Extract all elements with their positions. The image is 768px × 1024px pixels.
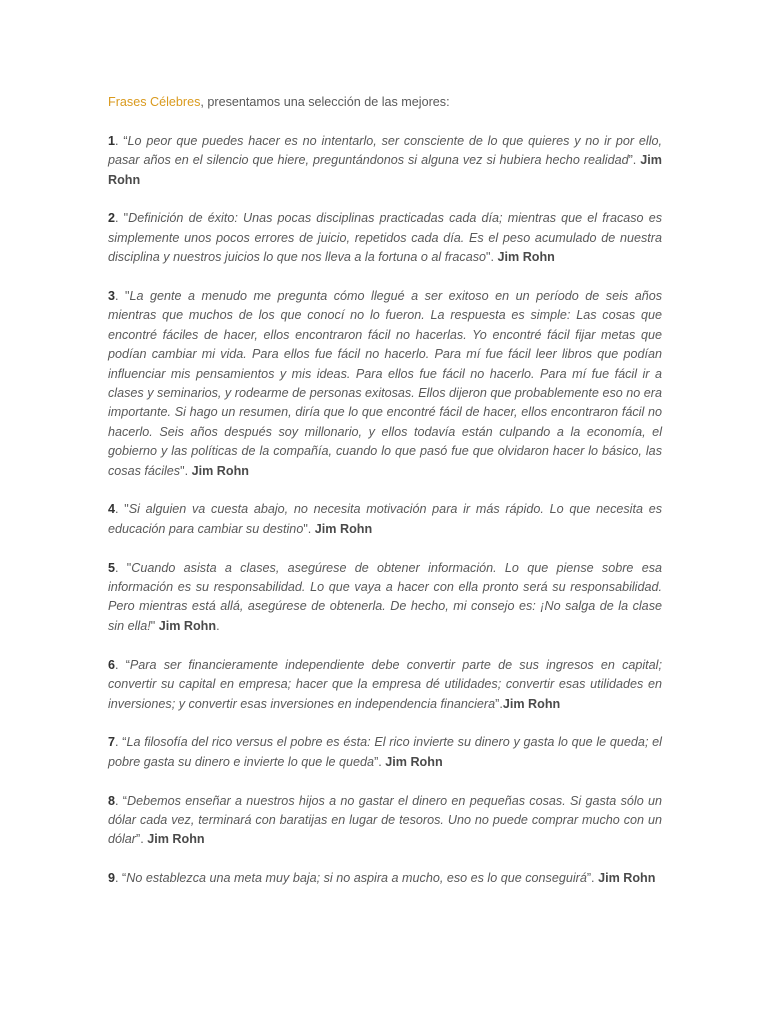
quote-author: Jim Rohn (598, 871, 656, 886)
quote-8 (108, 792, 662, 850)
quote-number: 5 (108, 560, 116, 575)
quote-author: Jim Rohn (191, 463, 249, 478)
quote-close: ”. (374, 754, 386, 769)
quote-number: 4 (108, 502, 116, 517)
quote-text: Lo peor que puedes hacer es no intentarlo, ser consciente de lo que quieres y no ir por ello, pasar años en el silencio que hiere, preguntándonos si alguna vez si hubiera hecho realidad (108, 133, 662, 168)
quote-number: 2 (108, 211, 116, 226)
quote-1 (108, 132, 662, 190)
quote-close: ”. (136, 832, 148, 847)
quote-3 (108, 287, 662, 481)
frases-celebres-link[interactable]: Frases Célebres (108, 95, 201, 109)
quote-text: La filosofía del rico versus el pobre es ésta: El rico invierte su dinero y gasta lo que le queda; el pobre gasta su dinero e invierte lo que le queda (108, 735, 662, 769)
quote-5 (108, 559, 662, 637)
quote-author: Jim Rohn (497, 250, 555, 265)
quote-text: Si alguien va cuesta abajo, no necesita motivación para ir más rápido. Lo que necesita es educación para cambiar su destino (108, 502, 662, 536)
quote-author: Jim Rohn (147, 832, 205, 847)
quote-close: ”. (628, 153, 641, 168)
quote-open: . " (115, 211, 129, 226)
quote-close: ”. (495, 696, 503, 711)
quote-close: ". (180, 463, 192, 478)
quote-open: . " (115, 560, 132, 575)
quote-open: . “ (115, 133, 128, 148)
quote-4 (108, 500, 662, 539)
quote-open: . “ (115, 735, 127, 750)
quote-close: ". (486, 250, 498, 265)
quote-close: ”. (586, 871, 599, 886)
quote-open: . " (115, 289, 130, 304)
quote-text: La gente a menudo me pregunta cómo llegué a ser exitoso en un período de seis años mientras que muchos de los que conocí no lo fueron. La respuesta es simple: Las cosas que encontré fáciles de hacer, ellos encontraron fácil no hacerlas. Yo encontré fácil fijar metas que podían cambiar mi vida. Para ellos fue fácil no hacerlo. Para mí fue fácil leer libros que podían influenciar mis pensamientos y mis ideas. Para ellos fue fácil no hacerlo. Para mí fue fácil ir a clases y seminarios, y rodearme de personas exitosas. Ellos dijeron que probablemente eso no era importante. Si hago un resumen, diría que lo que encontré fácil de hacer, ellos encontraron fácil no hacerlo. Seis años después soy millonario, y ellos todavía están culpando a la economía, el gobierno y las políticas de la compañía, cuando lo que pasó fue que olvidaron hacer lo básico, las cosas fáciles (108, 289, 663, 478)
quote-tail: . (216, 618, 220, 633)
intro-paragraph (108, 93, 662, 112)
quote-number: 8 (108, 793, 116, 808)
quote-author: Jim Rohn (385, 754, 443, 769)
quote-2 (108, 209, 662, 267)
quote-number: 6 (108, 657, 116, 672)
quote-number: 7 (108, 735, 116, 750)
document-page (108, 93, 662, 908)
quote-author: Jim Rohn (502, 696, 561, 711)
quote-open: . " (115, 502, 129, 517)
quote-6 (108, 656, 662, 714)
quote-open: . “ (115, 793, 128, 808)
quote-text: No establezca una meta muy baja; si no aspira a mucho, eso es lo que conseguirá (126, 871, 587, 886)
quote-text: Para ser financieramente independiente debe convertir parte de sus ingresos en capital; convertir su capital en empresa; hacer que la empresa dé utilidades; convertir esas utilidades en inversiones; y convertir esas inversiones en independencia financiera (108, 657, 662, 711)
quote-text: Definición de éxito: Unas pocas disciplinas practicadas cada día; mientras que el fracaso es simplemente unos pocos errores de juicio, repetidos cada día. Es el peso acumulado de nuestra disciplina y nuestros juicios lo que nos lleva a la fortuna o al fracaso (108, 211, 663, 265)
quote-open: . “ (115, 657, 130, 672)
quote-text: Cuando asista a clases, asegúrese de obtener información. Lo que piense sobre esa información es su responsabilidad. Lo que vaya a hacer con ella pronto será su responsabilidad. Pero mientras está allá, asegúrese de obtenerla. De hecho, mi consejo es: ¡No salga de la clase sin ella! (108, 560, 662, 633)
quote-text: Debemos enseñar a nuestros hijos a no gastar el dinero en pequeñas cosas. Si gasta sólo un dólar cada vez, terminará con baratijas en lugar de tesoros. Uno no puede comprar mucho con un dólar (108, 793, 662, 847)
quote-7 (108, 733, 662, 772)
quote-9 (108, 869, 662, 888)
quote-number: 3 (108, 289, 116, 304)
intro-text: , presentamos una selección de las mejores: (200, 95, 450, 109)
quote-close: ". (303, 521, 315, 536)
quote-number: 1 (108, 133, 116, 148)
quote-author: Jim Rohn (314, 521, 373, 536)
quote-number: 9 (108, 871, 116, 886)
quote-close: " (150, 618, 159, 633)
quote-author: Jim Rohn (158, 618, 217, 633)
quote-author: Jim Rohn (108, 153, 662, 187)
quote-open: . “ (115, 871, 127, 886)
